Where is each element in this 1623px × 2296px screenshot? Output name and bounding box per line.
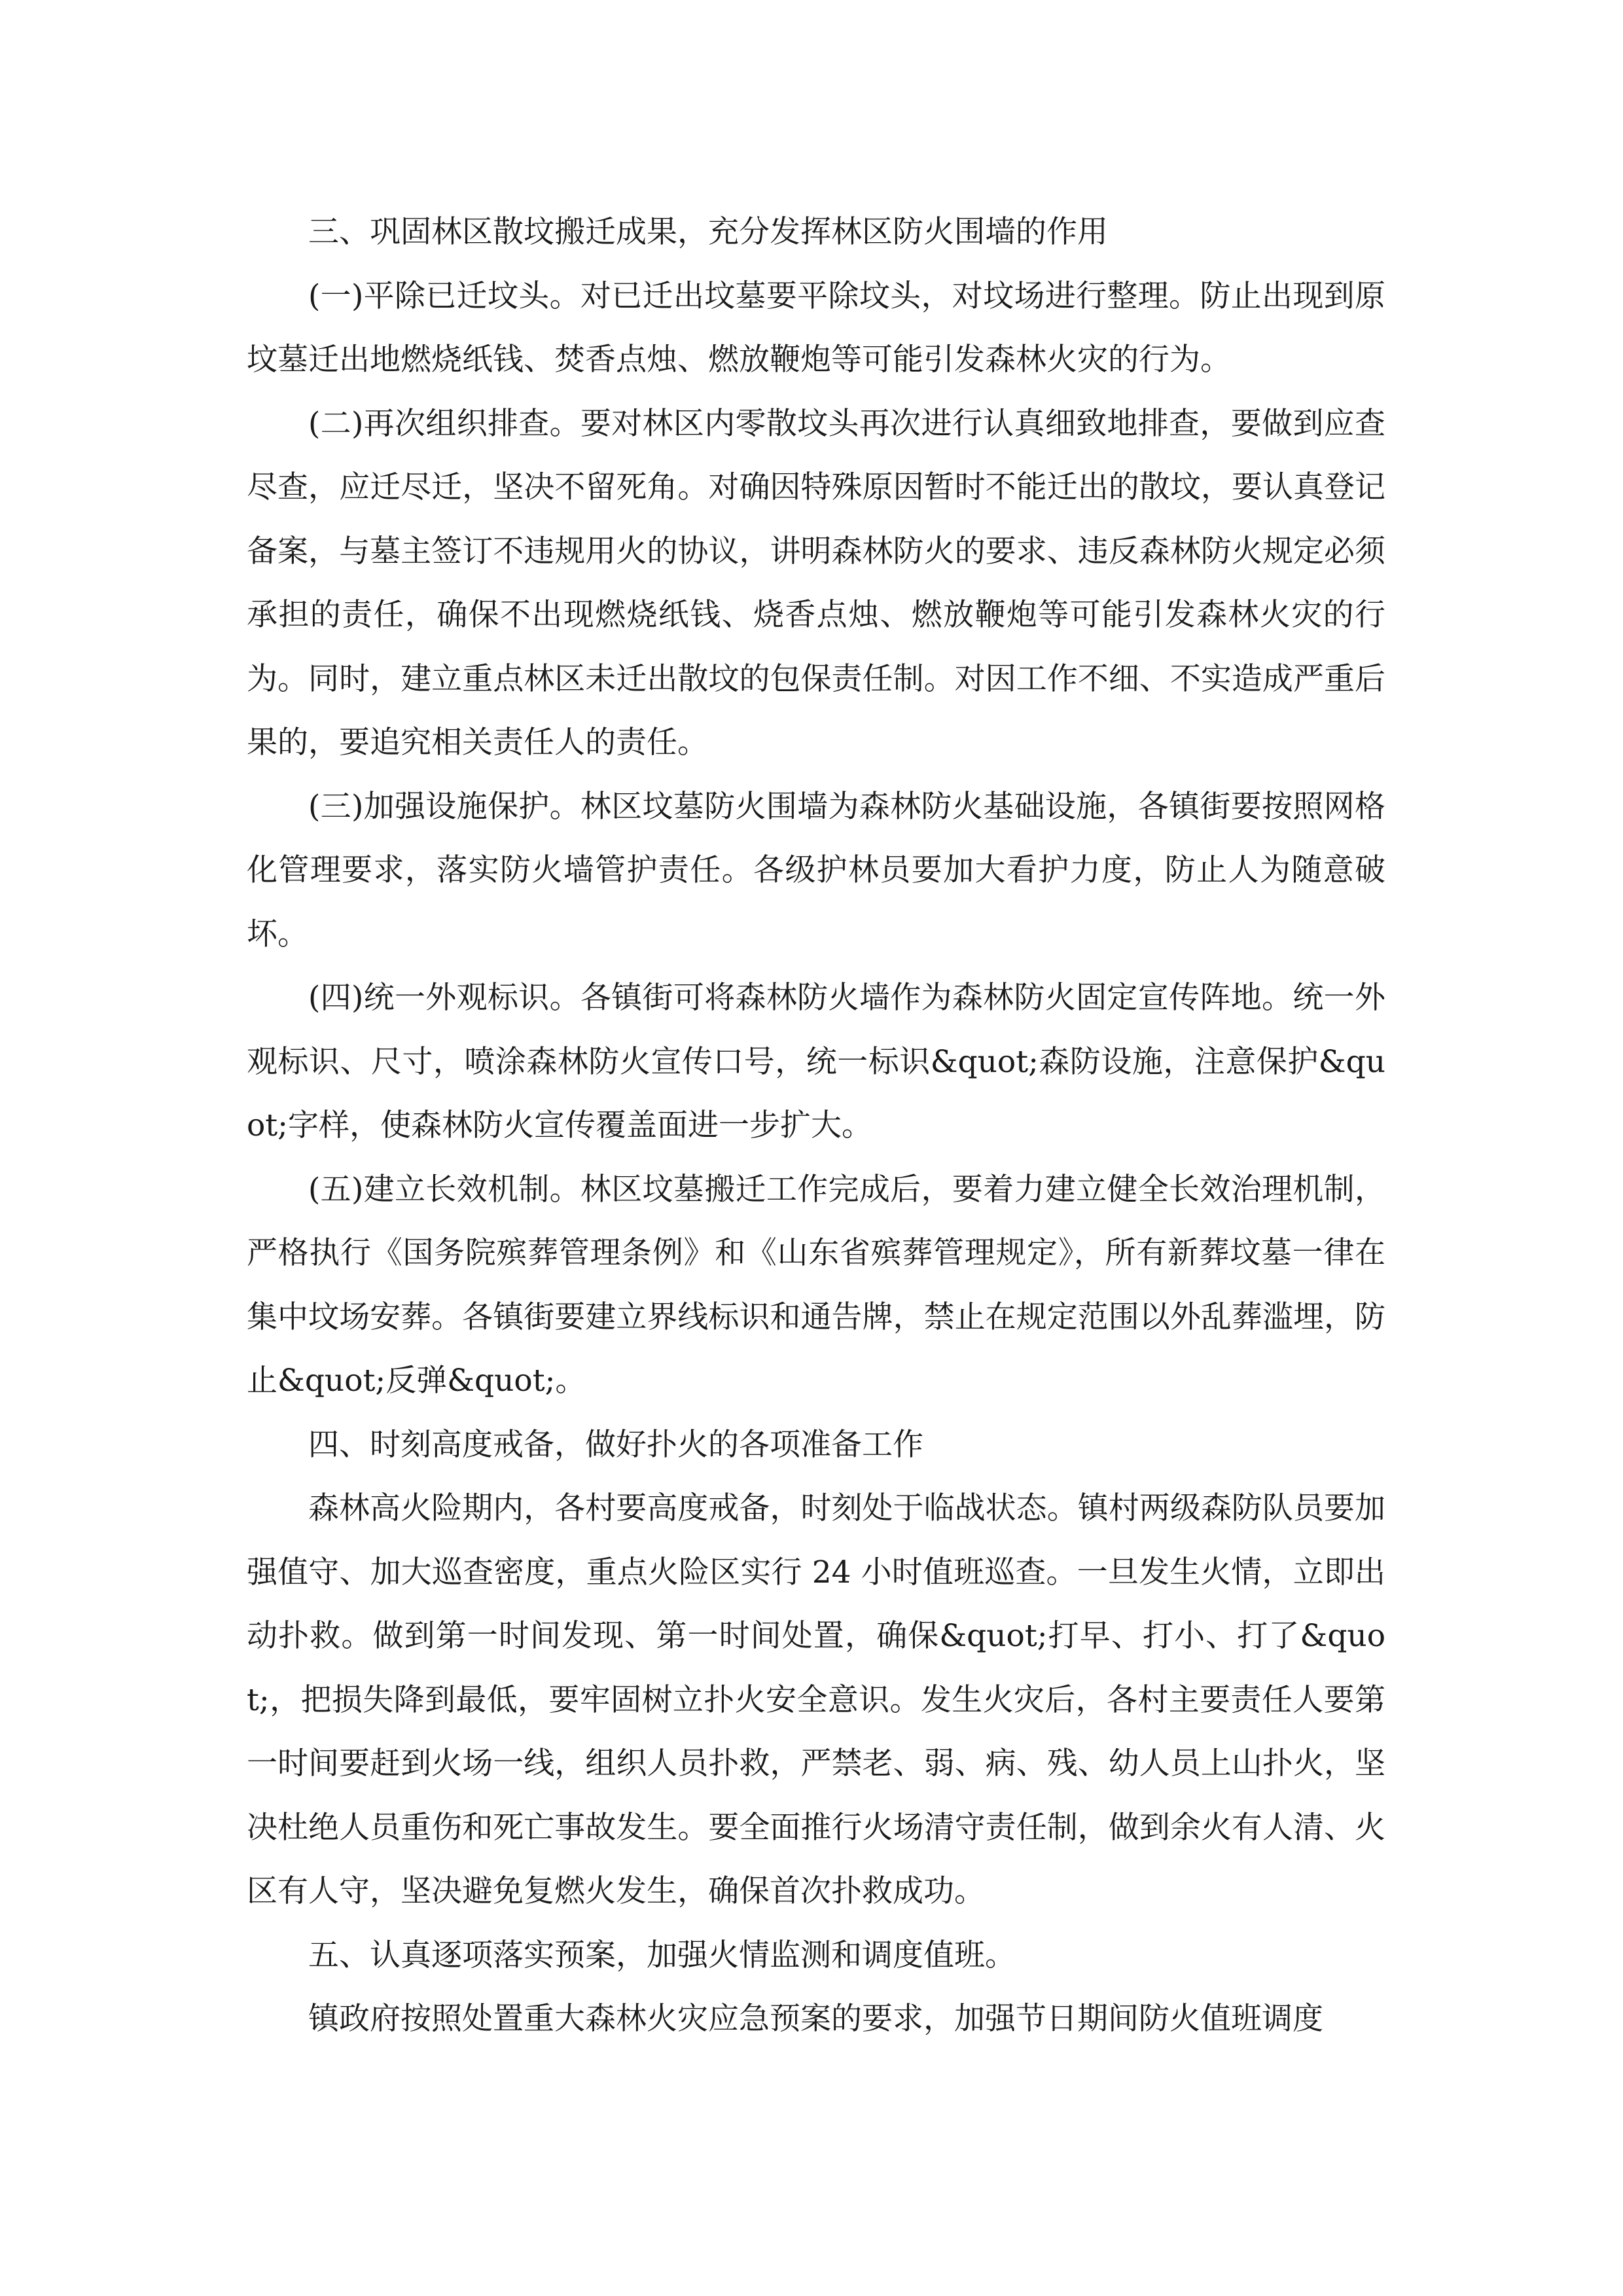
section-heading-4: 四、时刻高度戒备，做好扑火的各项准备工作 [308, 1426, 923, 1463]
paragraph-3-2: (二)再次组织排查。要对林区内零散坟头再次进行认真细致地排查，要做到应查尽查，应迁尽迁，坚决不留死角。对确因特殊原因暂时不能迁出的散坟，要认真登记备案，与墓主签订不违规用火的协议，讲明森林防火的要求、违反森林防火规定必须承担的责任，确保不出现燃烧纸钱、烧香点烛、燃放鞭炮等可能引发森林火灾的行为。同时，建立重点林区未迁出散坟的包保责任制。对因工作不细、不实造成严重后果的，要追究相关责任人的责任。 [247, 405, 1385, 761]
paragraph-3-3: (三)加强设施保护。林区坟墓防火围墙为森林防火基础设施，各镇街要按照网格化管理要求，落实防火墙管护责任。各级护林员要加大看护力度，防止人为随意破坏。 [247, 788, 1385, 952]
section-heading-5: 五、认真逐项落实预案，加强火情监测和调度值班。 [308, 1937, 1016, 1973]
paragraph-3-4: (四)统一外观标识。各镇街可将森林防火墙作为森林防火固定宣传阵地。统一外观标识、尺寸，喷涂森林防火宣传口号，统一标识&quot;森防设施，注意保护&quot;字样，使森林防火宣传覆盖面进一步扩大。 [247, 980, 1385, 1143]
paragraph-4-1: 森林高火险期内，各村要高度戒备，时刻处于临战状态。镇村两级森防队员要加强值守、加大巡查密度，重点火险区实行 24 小时值班巡查。一旦发生火情，立即出动扑救。做到第一时间发现、第一时间处置，确保&quot;打早、打小、打了&quot;，把损失降到最低，要牢固树立扑火安全意识。发生火灾后，各村主要责任人要第一时间要赶到火场一线，组织人员扑救，严禁老、弱、病、残、幼人员上山扑火，坚决杜绝人员重伤和死亡事故发生。要全面推行火场清守责任制，做到余火有人清、火区有人守，坚决避免复燃火发生，确保首次扑救成功。 [247, 1490, 1385, 1909]
document-body [247, 200, 1385, 2051]
paragraph-3-5: (五)建立长效机制。林区坟墓搬迁工作完成后，要着力建立健全长效治理机制，严格执行《国务院殡葬管理条例》和《山东省殡葬管理规定》，所有新葬坟墓一律在集中坟场安葬。各镇街要建立界线标识和通告牌，禁止在规定范围以外乱葬滥埋，防止&quot;反弹&quot;。 [247, 1171, 1385, 1399]
paragraph-3-1: (一)平除已迁坟头。对已迁出坟墓要平除坟头，对坟场进行整理。防止出现到原坟墓迁出地燃烧纸钱、焚香点烛、燃放鞭炮等可能引发森林火灾的行为。 [247, 278, 1385, 378]
paragraph-5-1: 镇政府按照处置重大森林火灾应急预案的要求，加强节日期间防火值班调度 [308, 2001, 1323, 2037]
section-heading-3: 三、巩固林区散坟搬迁成果，充分发挥林区防火围墙的作用 [308, 214, 1108, 250]
